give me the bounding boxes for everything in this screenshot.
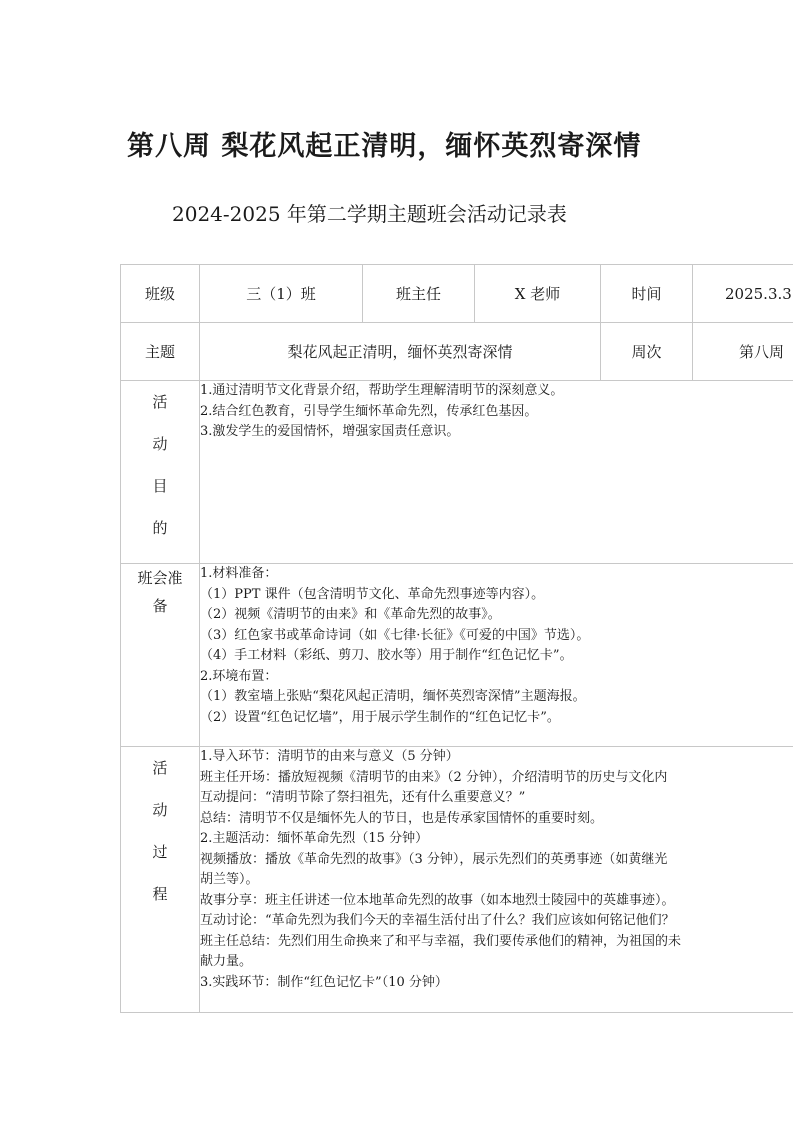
process-line: 互动讨论：“革命先烈为我们今天的幸福生活付出了什么？我们应该如何铭记他们？ <box>200 913 675 928</box>
process-line: 班主任开场：播放短视频《清明节的由来》（2 分钟），介绍清明节的历史与文化内 <box>200 769 668 785</box>
preparation-line: （1）教室墙上张贴“梨花风起正清明，缅怀英烈寄深情”主题海报。 <box>200 689 586 704</box>
process-line: 3.实践环节：制作“红色记忆卡”（10 分钟） <box>200 974 448 990</box>
purpose-line: 2.结合红色教育，引导学生缅怀革命先烈，传承红色基因。 <box>200 403 538 419</box>
class-label: 班级 <box>121 265 200 323</box>
record-table <box>120 264 793 1013</box>
purpose-line: 3.激发学生的爱国情怀，增强家国责任意识。 <box>200 424 460 439</box>
preparation-label: 班会准 备 <box>121 564 200 747</box>
process-row <box>121 747 793 1013</box>
document-title: 第八周 梨花风起正清明，缅怀英烈寄深情 <box>127 131 642 162</box>
process-line: 故事分享：班主任讲述一位本地革命先烈的故事（如本地烈士陵园中的英雄事迹）。 <box>200 892 675 908</box>
process-line: 1.导入环节：清明节的由来与意义（5 分钟） <box>200 749 459 764</box>
preparation-line: （2）设置“红色记忆墙”，用于展示学生制作的“红色记忆卡”。 <box>200 709 560 725</box>
process-line: 胡兰等）。 <box>200 872 259 887</box>
teacher-label: 班主任 <box>363 265 475 323</box>
preparation-line: 1.材料准备： <box>200 566 278 581</box>
process-line: 总结：清明节不仅是缅怀先人的节日，也是传承家国情怀的重要时刻。 <box>200 810 604 826</box>
class-value: 三（1）班 <box>200 265 363 323</box>
week-label: 周次 <box>601 323 693 381</box>
process-line: 视频播放：播放《革命先烈的故事》（3 分钟），展示先烈们的英勇事迹（如黄继光 <box>200 851 668 867</box>
document-subtitle: 2024-2025 年第二学期主题班会活动记录表 <box>172 202 567 226</box>
purpose-line: 1.通过清明节文化背景介绍，帮助学生理解清明节的深刻意义。 <box>200 383 564 398</box>
time-label: 时间 <box>601 265 693 323</box>
purpose-content <box>200 381 793 564</box>
teacher-value: X 老师 <box>475 265 601 323</box>
preparation-content <box>200 564 793 747</box>
preparation-line: （2）视频《清明节的由来》和《革命先烈的故事》。 <box>200 607 501 622</box>
purpose-row <box>121 381 793 564</box>
preparation-line: （1）PPT 课件（包含清明节文化、革命先烈事迹等内容）。 <box>200 586 545 602</box>
process-line: 2.主题活动：缅怀革命先烈（15 分钟） <box>200 831 429 846</box>
topic-row <box>121 323 793 381</box>
preparation-line: （4）手工材料（彩纸、剪刀、胶水等）用于制作“红色记忆卡”。 <box>200 648 573 663</box>
process-content <box>200 747 793 1013</box>
info-row <box>121 265 793 323</box>
purpose-label: 活 动 目 的 <box>121 381 200 564</box>
preparation-line: （3）红色家书或革命诗词（如《七律·长征》《可爱的中国》节选）。 <box>200 627 590 643</box>
record-table-viewport <box>120 264 793 1014</box>
preparation-row <box>121 564 793 747</box>
process-line: 班主任总结：先烈们用生命换来了和平与幸福，我们要传承他们的精神，为祖国的未 <box>200 933 682 949</box>
week-value: 第八周 <box>693 323 793 381</box>
time-value: 2025.3.3 <box>693 265 793 323</box>
process-line: 献力量。 <box>200 954 253 969</box>
topic-value: 梨花风起正清明，缅怀英烈寄深情 <box>200 323 601 381</box>
topic-label: 主题 <box>121 323 200 381</box>
process-line: 互动提问：“清明节除了祭扫祖先，还有什么重要意义？” <box>200 790 526 805</box>
preparation-line: 2.环境布置： <box>200 668 278 684</box>
process-label: 活 动 过 程 <box>121 747 200 1013</box>
